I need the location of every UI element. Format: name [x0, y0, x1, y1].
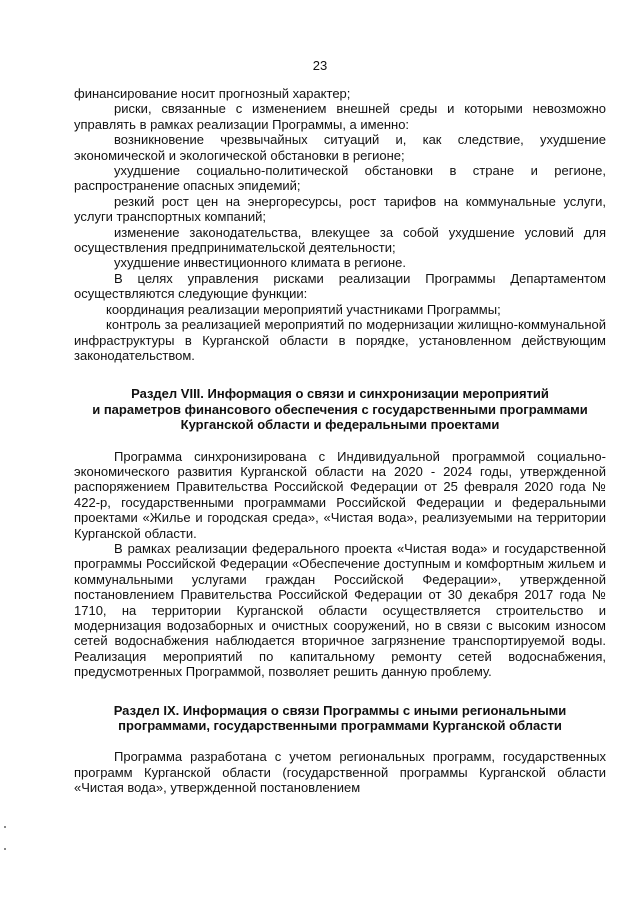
paragraph-social-political: ухудшение социально-политической обстановки в стране и регионе, распространение опасных эпидемий; — [74, 163, 606, 194]
section-8-title-line-2: и параметров финансового обеспечения с государственными программами — [92, 401, 588, 417]
section-8-paragraph-2: В рамках реализации федерального проекта «Чистая вода» и государственной программы Российской Федерации «Обеспечение доступным и комфортным жильем и коммунальными услугами граждан Российской Федерации», утвержденной постановлением Правительства Российской Федерации от 30 декабря 2017 года № 1710, на территории Курганской области осуществляется строительство и модернизация водозаборных и очистных сооружений, но в связи с высоким износом сетей водоснабжения наблюдается вторичное загрязнение транспортируемой воды. Реализация мероприятий по капитальному ремонту сетей водоснабжения, предусмотренных Программой, позволяет решить данную проблему. — [74, 540, 606, 680]
paragraph-emergencies: возникновение чрезвычайных ситуаций и, как следствие, ухудшение экономической и экологической обстановки в регионе; — [74, 132, 606, 163]
paragraph-risk-management: В целях управления рисками реализации Программы Департаментом осуществляются следующие функции: — [74, 270, 606, 302]
paragraph-financing: финансирование носит прогнозный характер; — [74, 86, 351, 101]
document-body — [74, 86, 606, 796]
section-8-title — [74, 386, 606, 432]
page-number: 23 — [312, 58, 328, 73]
paragraph-control: контроль за реализацией мероприятий по модернизации жилищно-коммунальной инфраструктуры в Курганской области в порядке, установленном действующим законодательством. — [74, 317, 606, 363]
section-8-title-line-1: Раздел VIII. Информация о связи и синхронизации мероприятий — [131, 386, 549, 402]
paragraph-external-risks: риски, связанные с изменением внешней среды и которыми невозможно управлять в рамках реализации Программы, а именно: — [74, 101, 606, 132]
paragraph-investment-climate: ухудшение инвестиционного климата в регионе. — [114, 255, 407, 271]
scan-mark — [4, 826, 6, 828]
section-9-title-line-1: Раздел IX. Информация о связи Программы с иными региональными — [113, 702, 567, 718]
paragraph-coordination: координация реализации мероприятий участниками Программы; — [106, 301, 501, 317]
section-8-paragraph-1: Программа синхронизирована с Индивидуальной программой социально-экономического развития Курганской области на 2020 - 2024 годы, утвержденной распоряжением Правительства Российской Федерации от 25 февраля 2020 года № 422-р, государственными программами Российской Федерации и федеральными проектами «Жилье и городская среда», «Чистая вода», реализуемыми на территории Курганской области. — [74, 448, 606, 541]
section-8-title-line-3: Курганской области и федеральными проектами — [180, 417, 500, 433]
section-9-paragraph-1: Программа разработана с учетом региональных программ, государственных программ Курганской области (государственной программы Курганской области «Чистая вода», утвержденной постановлением — [74, 749, 606, 796]
scan-mark — [4, 848, 6, 850]
section-9-title-line-2: программами, государственными программами Курганской области — [118, 718, 562, 734]
paragraph-legislation: изменение законодательства, влекущее за собой ухудшение условий для осуществления предпринимательской деятельности; — [74, 224, 606, 256]
paragraph-price-growth: резкий рост цен на энергоресурсы, рост тарифов на коммунальные услуги, услуги транспортных компаний; — [74, 193, 606, 225]
section-9-title — [74, 703, 606, 734]
